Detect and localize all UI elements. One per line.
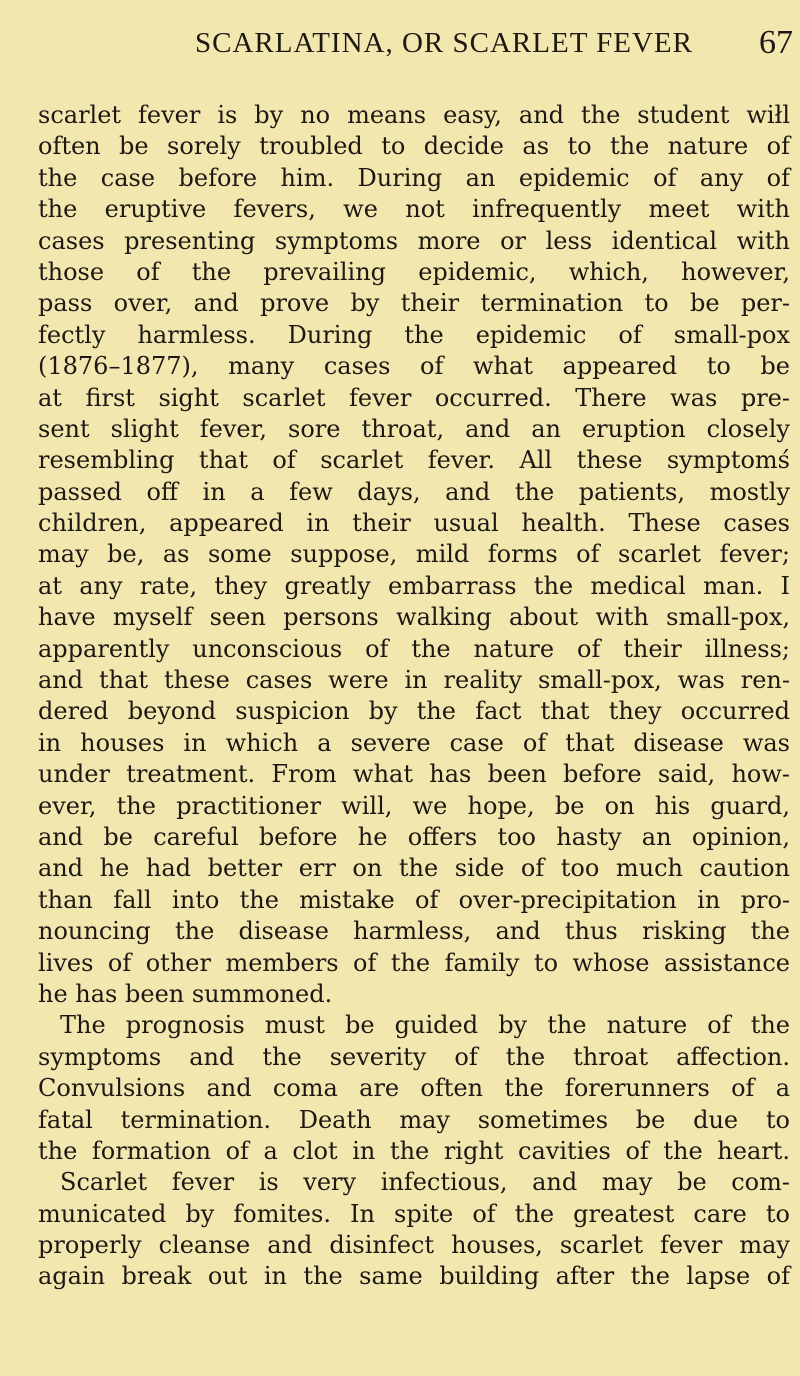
text-line: in houses in which a severe case of that disease was [38, 728, 790, 757]
text-line: the case before him. During an epidemic of any of [38, 163, 790, 192]
text-line: municated by fomites. In spite of the greatest care to [38, 1199, 790, 1228]
text-line: under treatment. From what has been before said, how- [38, 760, 790, 789]
text-line: than fall into the mistake of over-precipitation in pro- [38, 885, 790, 914]
text-line: The prognosis must be guided by the nature of the [60, 1011, 790, 1040]
text-line: scarlet fever is by no means easy, and the student wiłl [38, 101, 790, 129]
text-line: ever, the practitioner will, we hope, be on his guard, [38, 791, 790, 820]
body-text [38, 100, 790, 1293]
text-line: have myself seen persons walking about with small-pox, [38, 603, 790, 632]
text-line: the formation of a clot in the right cavities of the heart. [38, 1136, 790, 1165]
text-line: cases presenting symptoms more or less identical with [38, 226, 790, 255]
text-line: the eruptive fevers, we not infrequently meet with [38, 195, 790, 224]
text-line: symptoms and the severity of the throat affection. [38, 1042, 790, 1071]
text-line: Scarlet fever is very infectious, and may be com- [60, 1168, 790, 1197]
text-line: passed off in a few days, and the patients, mostly [38, 477, 790, 506]
text-line: and that these cases were in reality small-pox, was ren- [38, 666, 790, 695]
text-line: apparently unconscious of the nature of their illness; [38, 634, 790, 663]
text-line: those of the prevailing epidemic, which, however, [38, 257, 790, 286]
text-line: at first sight scarlet fever occurred. There was pre- [38, 383, 790, 412]
text-line: nouncing the disease harmless, and thus risking the [38, 917, 790, 946]
text-line: fatal termination. Death may sometimes be due to [38, 1105, 790, 1134]
text-line: at any rate, they greatly embarrass the medical man. I [38, 571, 790, 600]
text-line: often be sorely troubled to decide as to the nature of [38, 132, 790, 161]
text-line: resembling that of scarlet fever. All these symptomś [38, 446, 790, 475]
text-line: properly cleanse and disinfect houses, scarlet fever may [38, 1231, 790, 1260]
text-line: sent slight fever, sore throat, and an eruption closely [38, 414, 790, 443]
running-head [38, 16, 793, 70]
text-line: pass over, and prove by their termination to be per- [38, 289, 790, 318]
text-line: he has been summoned. [38, 979, 333, 1008]
text-line: dered beyond suspicion by the fact that they occurred [38, 697, 790, 726]
text-line: fectly harmless. During the epidemic of small-pox [38, 320, 790, 349]
text-line: lives of other members of the family to whose assistance [38, 948, 790, 977]
text-line: Convulsions and coma are often the forerunners of a [38, 1074, 790, 1103]
text-line: (1876–1877), many cases of what appeared to be [38, 352, 790, 381]
text-line: and he had better err on the side of too much caution [38, 854, 790, 883]
text-line: again break out in the same building after the lapse of [38, 1262, 790, 1291]
page-number: 67 [759, 24, 793, 61]
text-line: children, appeared in their usual health. These cases [38, 509, 790, 538]
text-line: and be careful before he offers too hasty an opinion, [38, 822, 790, 851]
text-line: may be, as some suppose, mild forms of scarlet fever; [38, 540, 790, 569]
running-head-title: SCARLATINA, OR SCARLET FEVER [195, 26, 693, 59]
